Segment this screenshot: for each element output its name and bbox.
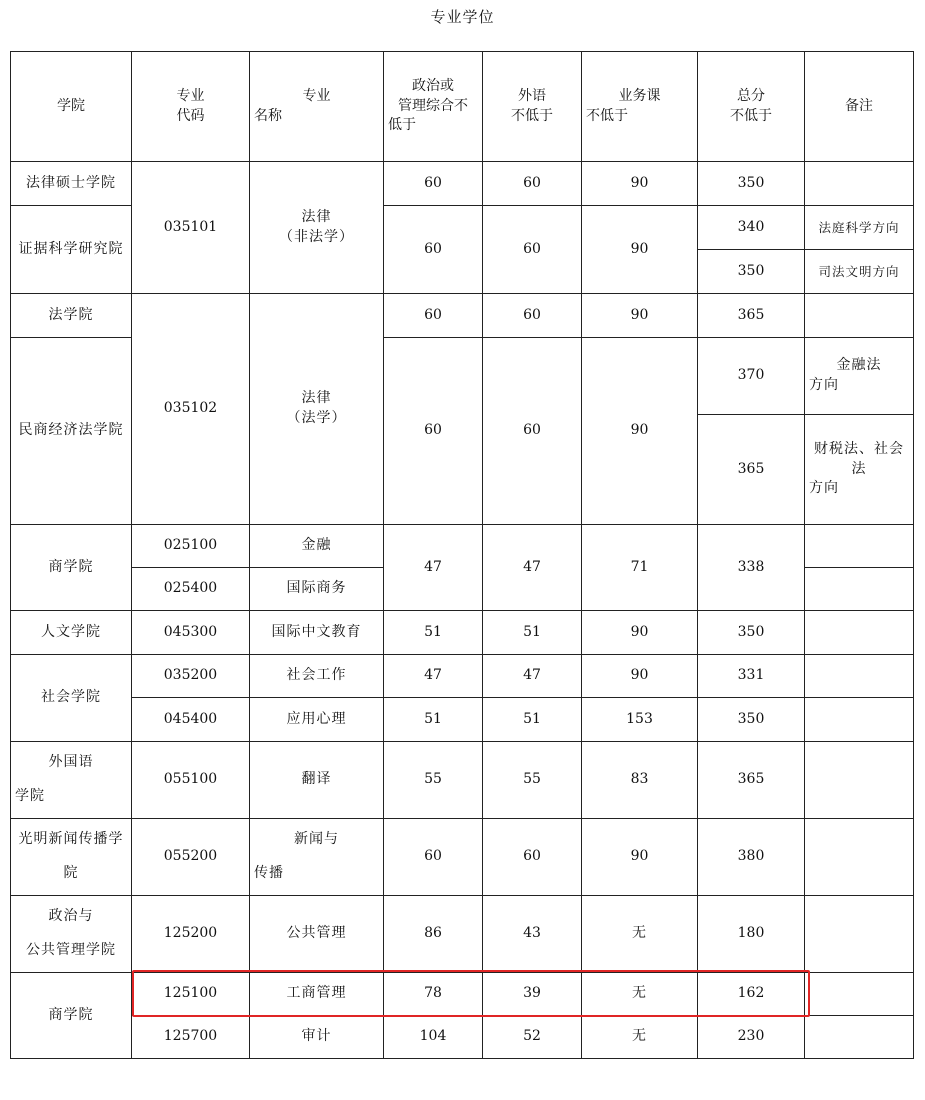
politics-cell: 104	[384, 1016, 483, 1059]
total-cell: 365	[698, 742, 805, 819]
total-cell: 365	[698, 415, 805, 525]
header-row	[11, 52, 914, 162]
total-cell: 350	[698, 611, 805, 655]
politics-cell: 51	[384, 698, 483, 742]
total-cell: 370	[698, 338, 805, 415]
college-cell: 政治与 公共管理学院	[11, 896, 132, 973]
politics-cell: 47	[384, 525, 483, 611]
total-cell: 350	[698, 250, 805, 294]
note-cell	[805, 655, 914, 698]
header-code: 专业 代码	[132, 52, 250, 162]
name-cell: 法律 （非法学）	[250, 162, 384, 294]
total-cell: 350	[698, 162, 805, 206]
major-cell: 90	[582, 162, 698, 206]
code-cell: 035102	[132, 294, 250, 525]
politics-cell: 55	[384, 742, 483, 819]
politics-cell: 60	[384, 206, 483, 294]
politics-cell: 47	[384, 655, 483, 698]
college-cell: 法学院	[11, 294, 132, 338]
note-cell	[805, 568, 914, 611]
table-row	[11, 294, 914, 338]
name-cell: 公共管理	[250, 896, 384, 973]
major-cell: 无	[582, 896, 698, 973]
college-cell: 人文学院	[11, 611, 132, 655]
code-cell: 125700	[132, 1016, 250, 1059]
code-cell: 045300	[132, 611, 250, 655]
college-cell: 商学院	[11, 525, 132, 611]
college-cell: 社会学院	[11, 655, 132, 742]
table-row	[11, 655, 914, 698]
header-politics: 政治或 管理综合不 低于	[384, 52, 483, 162]
college-cell: 民商经济法学院	[11, 338, 132, 525]
language-cell: 47	[483, 655, 582, 698]
code-cell: 035200	[132, 655, 250, 698]
note-cell	[805, 896, 914, 973]
name-cell: 工商管理	[250, 973, 384, 1016]
language-cell: 60	[483, 162, 582, 206]
note-cell: 法庭科学方向	[805, 206, 914, 250]
language-cell: 60	[483, 338, 582, 525]
major-cell: 71	[582, 525, 698, 611]
language-cell: 51	[483, 611, 582, 655]
name-cell: 翻译	[250, 742, 384, 819]
politics-cell: 51	[384, 611, 483, 655]
header-note: 备注	[805, 52, 914, 162]
language-cell: 39	[483, 973, 582, 1016]
code-cell: 025100	[132, 525, 250, 568]
table-row	[11, 1016, 914, 1059]
major-cell: 90	[582, 655, 698, 698]
note-cell: 司法文明方向	[805, 250, 914, 294]
language-cell: 52	[483, 1016, 582, 1059]
language-cell: 60	[483, 206, 582, 294]
note-cell	[805, 162, 914, 206]
politics-cell: 86	[384, 896, 483, 973]
major-cell: 90	[582, 206, 698, 294]
header-language: 外语 不低于	[483, 52, 582, 162]
note-cell	[805, 611, 914, 655]
table-row	[11, 162, 914, 206]
total-cell: 350	[698, 698, 805, 742]
politics-cell: 60	[384, 338, 483, 525]
college-cell: 法律硕士学院	[11, 162, 132, 206]
name-cell: 新闻与 传播	[250, 819, 384, 896]
college-cell: 外国语 学院	[11, 742, 132, 819]
table-row	[11, 698, 914, 742]
score-table	[10, 51, 914, 1059]
total-cell: 340	[698, 206, 805, 250]
header-college: 学院	[11, 52, 132, 162]
language-cell: 47	[483, 525, 582, 611]
note-cell: 金融法 方向	[805, 338, 914, 415]
header-total: 总分 不低于	[698, 52, 805, 162]
code-cell: 045400	[132, 698, 250, 742]
page-title: 专业学位	[430, 8, 495, 26]
major-cell: 90	[582, 819, 698, 896]
table-row	[11, 525, 914, 568]
total-cell: 331	[698, 655, 805, 698]
header-name: 专业 名称	[250, 52, 384, 162]
name-cell: 审计	[250, 1016, 384, 1059]
name-cell: 金融	[250, 525, 384, 568]
major-cell: 153	[582, 698, 698, 742]
major-cell: 83	[582, 742, 698, 819]
code-cell: 125200	[132, 896, 250, 973]
major-cell: 90	[582, 611, 698, 655]
code-cell: 025400	[132, 568, 250, 611]
note-cell	[805, 742, 914, 819]
name-cell: 应用心理	[250, 698, 384, 742]
note-cell	[805, 973, 914, 1016]
table-row-highlighted	[11, 973, 914, 1016]
total-cell: 338	[698, 525, 805, 611]
code-cell: 035101	[132, 162, 250, 294]
language-cell: 51	[483, 698, 582, 742]
name-cell: 社会工作	[250, 655, 384, 698]
header-major: 业务课 不低于	[582, 52, 698, 162]
note-cell	[805, 294, 914, 338]
name-cell: 法律 （法学）	[250, 294, 384, 525]
language-cell: 60	[483, 819, 582, 896]
college-cell: 光明新闻传播学 院	[11, 819, 132, 896]
name-cell: 国际中文教育	[250, 611, 384, 655]
table-row	[11, 896, 914, 973]
politics-cell: 60	[384, 819, 483, 896]
total-cell: 365	[698, 294, 805, 338]
table-row	[11, 742, 914, 819]
politics-cell: 78	[384, 973, 483, 1016]
code-cell: 055200	[132, 819, 250, 896]
note-cell: 财税法、社会 法 方向	[805, 415, 914, 525]
total-cell: 180	[698, 896, 805, 973]
total-cell: 230	[698, 1016, 805, 1059]
politics-cell: 60	[384, 162, 483, 206]
college-cell: 证据科学研究院	[11, 206, 132, 294]
language-cell: 43	[483, 896, 582, 973]
major-cell: 无	[582, 1016, 698, 1059]
code-cell: 055100	[132, 742, 250, 819]
major-cell: 无	[582, 973, 698, 1016]
table-row	[11, 611, 914, 655]
table-row	[11, 819, 914, 896]
total-cell: 162	[698, 973, 805, 1016]
note-cell	[805, 525, 914, 568]
language-cell: 60	[483, 294, 582, 338]
note-cell	[805, 819, 914, 896]
note-cell	[805, 1016, 914, 1059]
name-cell: 国际商务	[250, 568, 384, 611]
language-cell: 55	[483, 742, 582, 819]
total-cell: 380	[698, 819, 805, 896]
note-cell	[805, 698, 914, 742]
major-cell: 90	[582, 294, 698, 338]
college-cell: 商学院	[11, 973, 132, 1059]
major-cell: 90	[582, 338, 698, 525]
code-cell: 125100	[132, 973, 250, 1016]
politics-cell: 60	[384, 294, 483, 338]
